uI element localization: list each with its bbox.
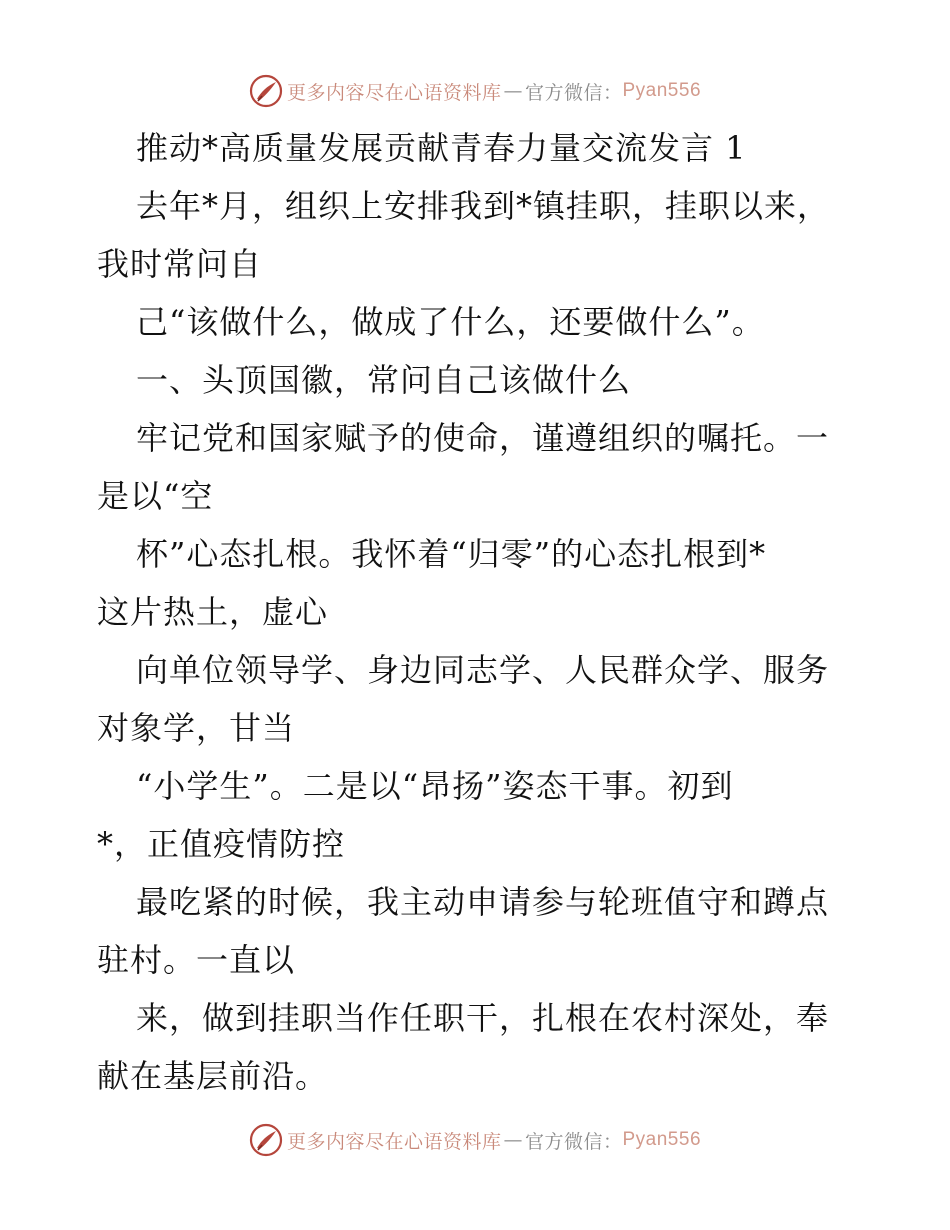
paragraph-line: 我时常问自: [97, 245, 263, 283]
quill-logo-icon: [249, 74, 283, 108]
paragraph-line: 牢记党和国家赋予的使命，谨遵组织的嘱托。一: [136, 419, 830, 457]
section-heading: 一、头顶国徽，常问自己该做什么: [136, 361, 632, 399]
watermark-brand-text: 更多内容尽在心语资料库: [286, 1130, 502, 1153]
paragraph-line: 驻村。一直以: [97, 941, 296, 979]
paragraph-line: 献在基层前沿。: [97, 1057, 329, 1095]
paragraph-line: 杯”心态扎根。我怀着“归零”的心态扎根到*: [136, 535, 767, 573]
paragraph-line: 对象学，甘当: [97, 709, 296, 747]
paragraph-line: 最吃紧的时候，我主动申请参与轮班值守和蹲点: [136, 883, 830, 921]
watermark-wechat-label: 官方微信：: [524, 81, 623, 104]
document-title: 推动*高质量发展贡献青春力量交流发言 1: [136, 129, 747, 167]
paragraph-line: *，正值疫情防控: [97, 825, 346, 863]
quill-logo-icon: [249, 1123, 283, 1157]
paragraph-line: 己“该做什么，做成了什么，还要做什么”。: [136, 303, 765, 341]
watermark-dash: —: [503, 80, 523, 102]
paragraph-line: “小学生”。二是以“昂扬”姿态干事。初到: [136, 767, 734, 805]
watermark-wechat-label: 官方微信：: [524, 1130, 623, 1153]
header-watermark-banner: [0, 71, 950, 111]
watermark-wechat-id: Pyan556: [622, 1129, 702, 1150]
footer-watermark-banner: [0, 1120, 950, 1160]
paragraph-line: 来，做到挂职当作任职干，扎根在农村深处，奉: [136, 999, 830, 1037]
paragraph-line: 向单位领导学、身边同志学、人民群众学、服务: [136, 651, 830, 689]
paragraph-line: 去年*月，组织上安排我到*镇挂职，挂职以来，: [136, 187, 831, 225]
watermark-wechat-id: Pyan556: [622, 80, 702, 101]
paragraph-line: 是以“空: [97, 477, 214, 515]
watermark-dash: —: [503, 1129, 523, 1151]
paragraph-line: 这片热土，虚心: [97, 593, 329, 631]
watermark-brand-text: 更多内容尽在心语资料库: [286, 81, 502, 104]
